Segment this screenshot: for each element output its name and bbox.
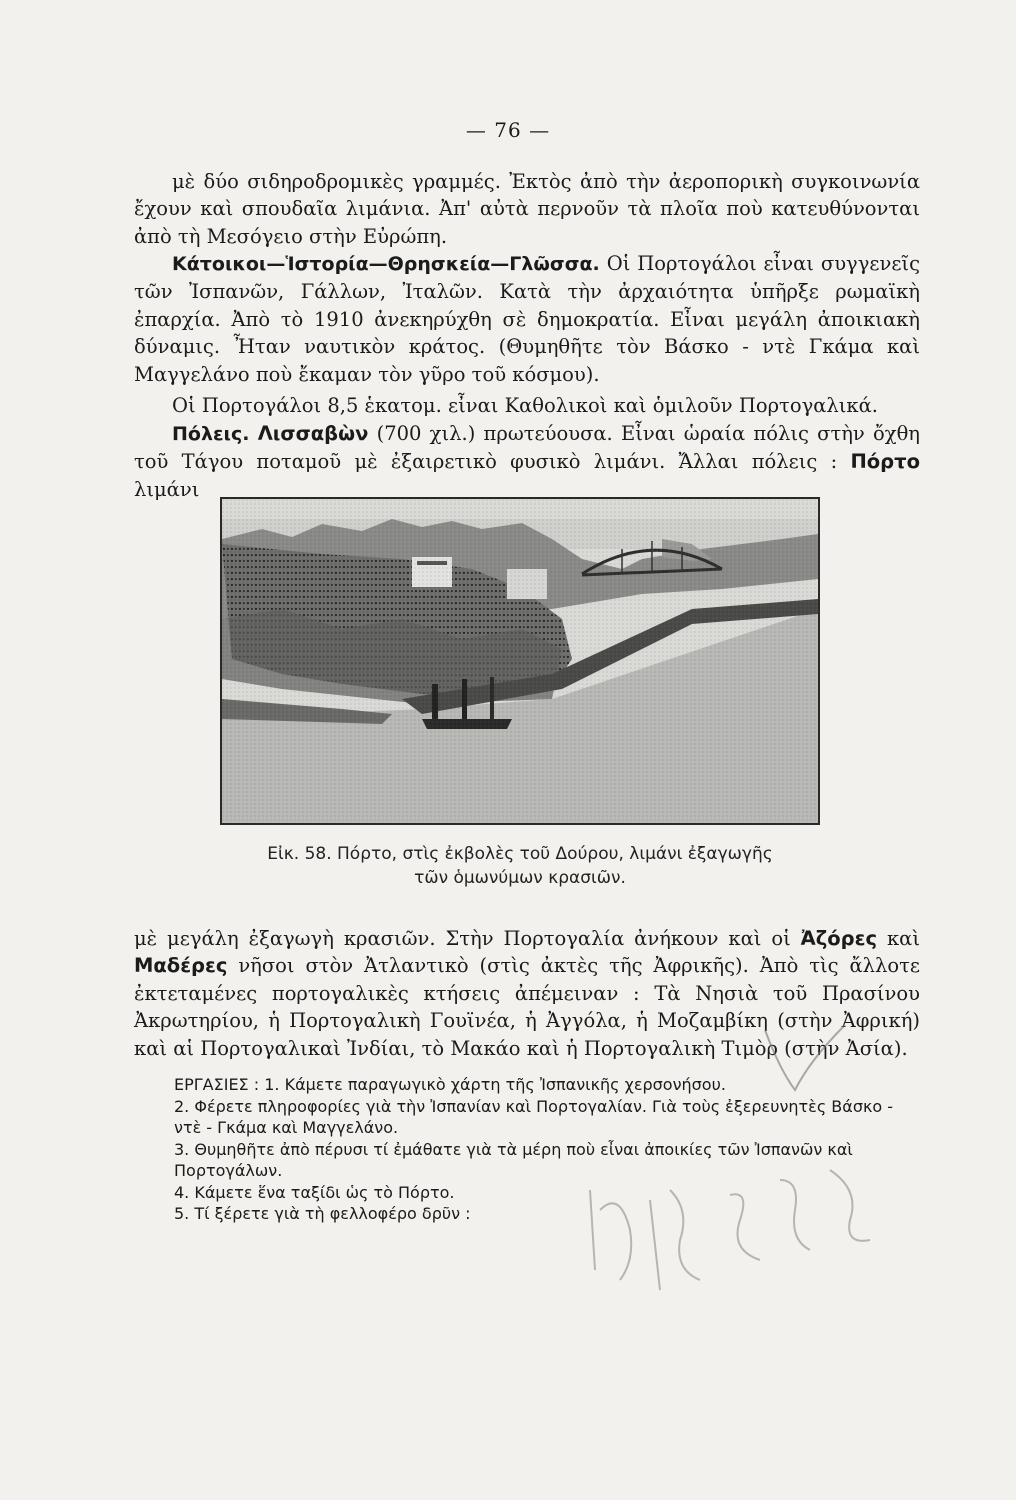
porto-photo-illustration [222, 499, 818, 823]
paragraph-people-history [134, 250, 920, 388]
paragraph-cities [134, 420, 920, 503]
paragraph-text: Οἱ Πορτογάλοι εἶναι συγγενεῖς τῶν Ἰσπανῶν, Γάλλων, Ἰταλῶν. Κατὰ τὴν ἀρχαιότητα ὑπῆρξε ρωμαϊκὴ ἐπαρχία. Ἀπὸ τὸ 1910 ἀνεκηρύχθη σὲ δημοκρατία. Εἶναι μεγάλη ἀποικιακὴ δύναμις. Ἦταν ναυτικὸν κράτος. (Θυμηθῆτε τὸν Βάσκο - ντὲ Γκάμα καὶ Μαγγελάνο ποὺ ἔκαμαν τὸν γῦρο τοῦ κόσμου). [134, 252, 920, 386]
paragraph-text-colonies: νῆσοι στὸν Ἀτλαντικὸ (στὶς ἀκτὲς τῆς Ἀφρικῆς). Ἀπὸ τὶς ἄλλοτε ἐκτεταμένες πορτογαλικὲς κτήσεις ἀπέμειναν : Τὰ Νησιὰ τοῦ Πρασίνου Ἀκρωτηρίου, ἡ Πορτογαλικὴ Γουϊνέα, ἡ Ἀγγόλα, ἡ Μοζαμβίκη (στὴν Ἀφρική) καὶ αἱ Πορτογαλικαὶ Ἰνδίαι, τὸ Μακάο καὶ ἡ Πορτογαλικὴ Τιμὸρ (στὴν Ἀσία). [134, 954, 920, 1060]
paragraph-population [134, 392, 920, 419]
paragraph-text-end: λιμάνι [134, 477, 200, 501]
pencil-handwriting-scribble [560, 1150, 890, 1300]
task-item-2-text: 2. Φέρετε πληροφορίες γιὰ τὴν Ἰσπανίαν καὶ Πορτογαλίαν. Γιὰ τοὺς ἐξερευνητὲς Βάσκο - ντὲ - Γκάμα καὶ Μαγγελάνο. [174, 1096, 894, 1137]
islands-madeira: Μαδέρες [134, 954, 228, 978]
islands-azores: Ἀζόρες [800, 927, 878, 950]
paragraph-text-and: καὶ [877, 927, 920, 950]
task-item-3-text: 3. Θυμηθῆτε ἀπὸ πέρυσι τί ἐμάθατε γιὰ τὰ μέρη ποὺ εἶναι ἀποικίες τῶν Ἰσπανῶν καὶ Πορτογάλων. [174, 1139, 853, 1180]
porto-photograph [220, 497, 820, 825]
section-heading-people: Κάτοικοι—Ἱστορία—Θρησκεία—Γλῶσσα. [172, 253, 600, 275]
city-porto: Πόρτο [850, 450, 920, 474]
task-item-4-text: 4. Κάμετε ἕνα ταξίδι ὡς τὸ Πόρτο. [174, 1182, 455, 1202]
paragraph-text: Οἱ Πορτογάλοι 8,5 ἑκατομ. εἶναι Καθολικοὶ καὶ ὁμιλοῦν Πορτογαλικά. [172, 394, 878, 417]
section-heading-cities: Πόλεις. [172, 423, 250, 445]
paragraph-text: (700 χιλ.) πρωτεύουσα. Εἶναι ὡραία πόλις στὴν ὄχθη τοῦ Τάγου ποταμοῦ μὲ ἐξαιρετικὸ φυσικὸ λιμάνι. Ἄλλαι πόλεις : [134, 422, 920, 474]
task-item-5-text: 5. Τί ξέρετε γιὰ τὴ φελλοφέρο δρῦν : [174, 1204, 471, 1223]
city-lisbon: Λισσαβὼν [257, 422, 369, 445]
page-number: — 76 — [465, 118, 551, 142]
tasks-label: ΕΡΓΑΣΙΕΣ : [174, 1075, 260, 1094]
paragraph-text: μὲ μεγάλη ἐξαγωγὴ κρασιῶν. Στὴν Πορτογαλία ἀνήκουν καὶ οἱ [134, 927, 801, 950]
caption-line-2: τῶν ὁμωνύμων κρασιῶν. [414, 868, 626, 888]
task-item-1: 1. Κάμετε παραγωγικὸ χάρτη τῆς Ἰσπανικῆς χερσονήσου. [264, 1075, 726, 1094]
figure-caption [230, 842, 810, 890]
paragraph-text: μὲ δύο σιδηροδρομικὲς γραμμές. Ἐκτὸς ἀπὸ τὴν ἀεροπορικὴ συγκοινωνία ἔχουν καὶ σπουδαῖα λιμάνια. Ἀπ' αὐτὰ περνοῦν τὰ πλοῖα ποὺ κατευθύνονται ἀπὸ τὴ Μεσόγειο στὴν Εὐρώπη. [134, 170, 920, 248]
pencil-check-mark [760, 1020, 850, 1110]
caption-line-1: Εἰκ. 58. Πόρτο, στὶς ἐκβολὲς τοῦ Δούρου, λιμάνι ἐξαγωγῆς [267, 844, 773, 864]
paragraph-rail-ports [134, 168, 920, 250]
